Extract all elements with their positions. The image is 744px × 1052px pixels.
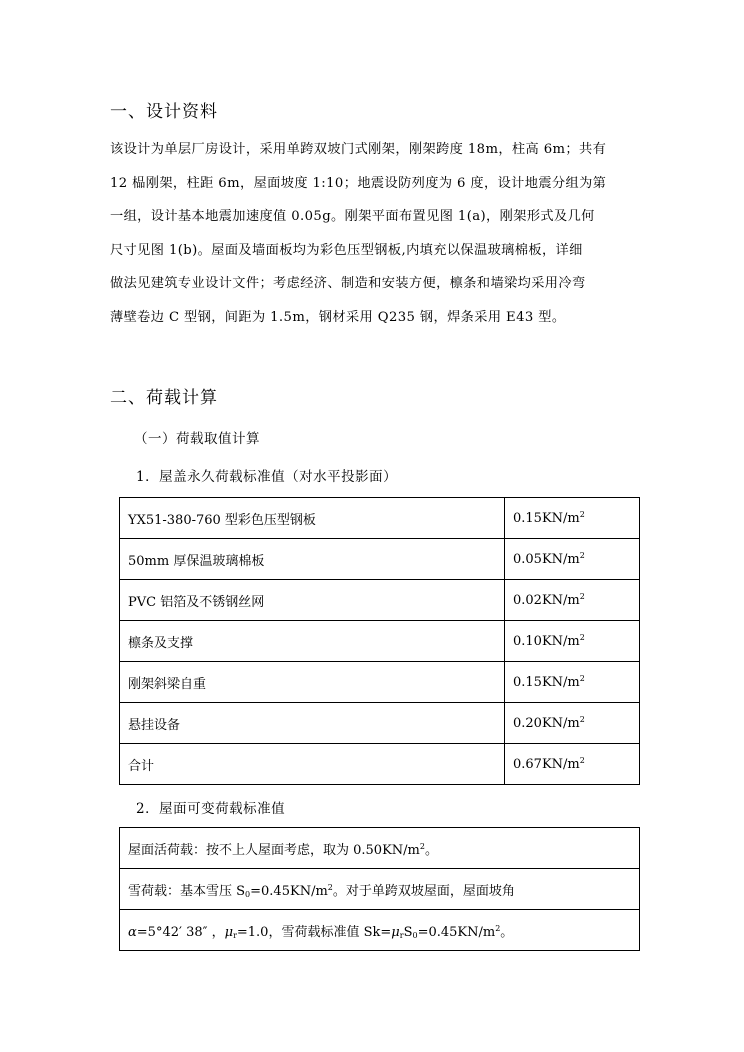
table-row bbox=[120, 621, 640, 662]
section-1-heading: 一、设计资料 bbox=[110, 102, 218, 122]
table-row bbox=[120, 580, 640, 621]
permanent-load-title: 1．屋盖永久荷载标准值（对水平投影面） bbox=[136, 469, 398, 485]
paragraph-line: 薄壁卷边 C 型钢，间距为 1.5m，钢材采用 Q235 钢，焊条采用 E43 型。 bbox=[110, 309, 566, 325]
load-value-cell: $0.15KN/m^2$ bbox=[505, 662, 640, 703]
paragraph-line: 做法见建筑专业设计文件；考虑经济、制造和安装方便，檩条和墙梁均采用冷弯 bbox=[110, 276, 586, 291]
load-value-cell: $0.20KN/m^2$ bbox=[505, 703, 640, 744]
load-value-cell: $0.10KN/m^2$ bbox=[505, 621, 640, 662]
snow-formula-cell: α=5°42′ 38″ ，$\mu_r=1.0$，雪荷载标准值 $Sk=\mu_rS_0=0.45KN/m^2$。 bbox=[120, 910, 640, 951]
design-info-paragraph bbox=[110, 133, 640, 334]
load-name-cell: 50mm 厚保温玻璃棉板 bbox=[120, 539, 505, 580]
table-row bbox=[120, 703, 640, 744]
table-row bbox=[120, 498, 640, 539]
table-row bbox=[120, 662, 640, 703]
paragraph-line: 12 榀刚架，柱距 6m，屋面坡度 1:10；地震设防列度为 6 度，设计地震分组为第 bbox=[110, 175, 607, 191]
paragraph-line: 该设计为单层厂房设计，采用单跨双坡门式刚架，刚架跨度 18m，柱高 6m；共有 bbox=[110, 142, 607, 157]
subsection-heading: （一）荷载取值计算 bbox=[134, 431, 260, 447]
variable-load-table bbox=[119, 827, 640, 951]
load-name-cell: PVC 铝箔及不锈钢丝网 bbox=[120, 580, 505, 621]
permanent-load-table bbox=[119, 497, 640, 785]
paragraph-line: 一组，设计基本地震加速度值 0.05g。刚架平面布置见图 1(a)，刚架形式及几何 bbox=[110, 209, 595, 224]
load-value-cell: $0.02KN/m^2$ bbox=[505, 580, 640, 621]
table-row bbox=[120, 539, 640, 580]
live-load-cell: 屋面活荷载：按不上人屋面考虑，取为 $0.50KN/m^2$。 bbox=[120, 828, 640, 869]
load-name-cell: 檩条及支撑 bbox=[120, 621, 505, 662]
load-value-cell: $0.15KN/m^2$ bbox=[505, 498, 640, 539]
table-row bbox=[120, 910, 640, 951]
variable-load-title: 2．屋面可变荷载标准值 bbox=[136, 801, 286, 817]
section-2-heading: 二、荷载计算 bbox=[110, 388, 218, 408]
table-row bbox=[120, 744, 640, 785]
load-name-cell: YX51-380-760 型彩色压型钢板 bbox=[120, 498, 505, 539]
load-name-cell: 合计 bbox=[120, 744, 505, 785]
load-value-cell: $0.05KN/m^2$ bbox=[505, 539, 640, 580]
table-row bbox=[120, 828, 640, 869]
paragraph-line: 尺寸见图 1(b)。屋面及墙面板均为彩色压型钢板,内填充以保温玻璃棉板，详细 bbox=[110, 242, 583, 258]
load-name-cell: 刚架斜梁自重 bbox=[120, 662, 505, 703]
table-row bbox=[120, 869, 640, 910]
load-name-cell: 悬挂设备 bbox=[120, 703, 505, 744]
load-value-cell: $0.67KN/m^2$ bbox=[505, 744, 640, 785]
snow-load-cell: 雪荷载：基本雪压 $S_0=0.45KN/m^2$。对于单跨双坡屋面，屋面坡角 bbox=[120, 869, 640, 910]
